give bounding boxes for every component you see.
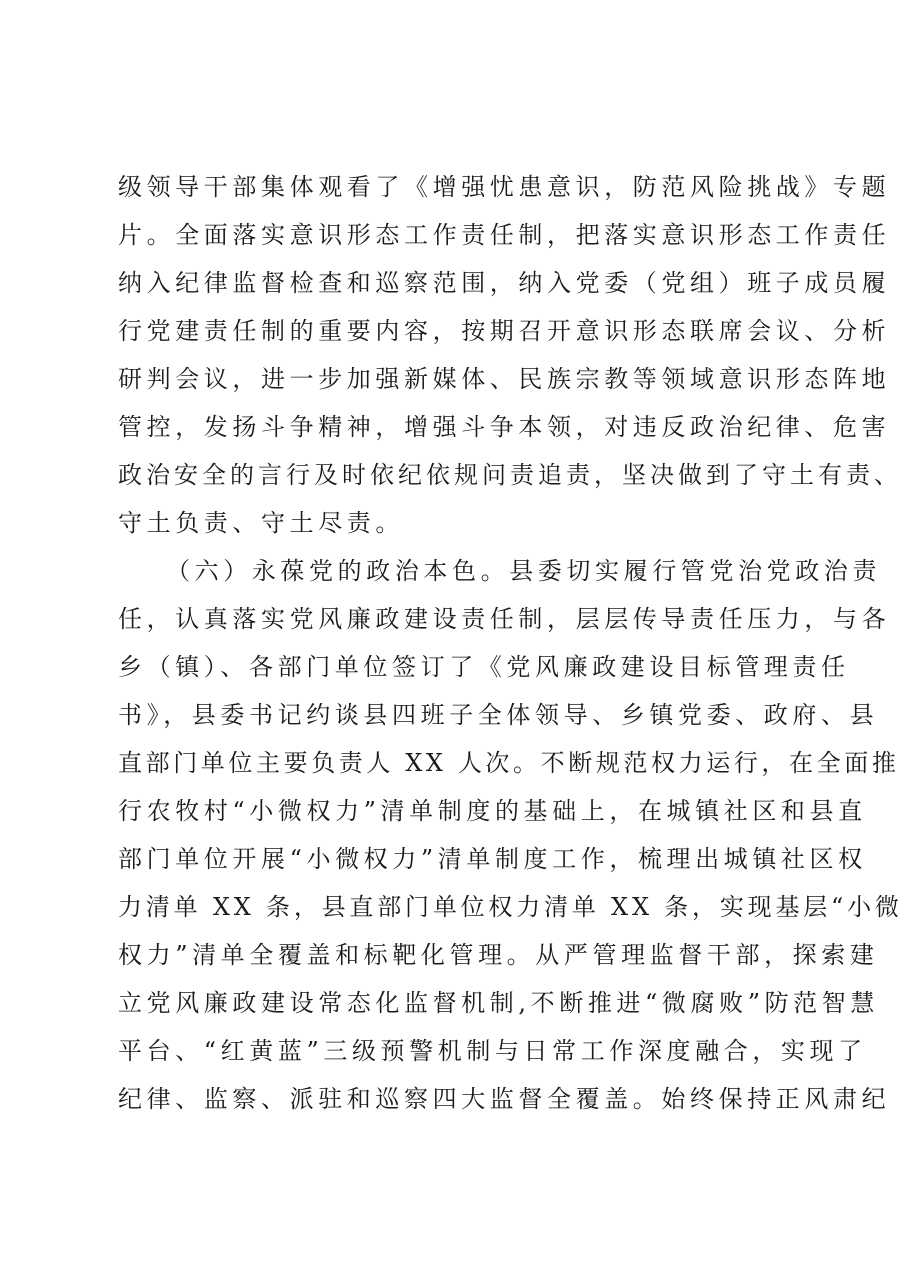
text-line: 政治安全的言行及时依纪依规问责追责，坚决做到了守土有责、: [118, 461, 902, 489]
text-line: 权力”清单全覆盖和标靶化管理。从严管理监督干部，探索建: [118, 941, 879, 969]
text-line: 纪律、监察、派驻和巡察四大监督全覆盖。始终保持正风肃纪: [118, 1085, 891, 1113]
text-line: 部门单位开展“小微权力”清单制度工作，梳理出城镇社区权: [118, 845, 867, 873]
text-line: 纳入纪律监督检查和巡察范围，纳入党委（党组）班子成员履: [118, 269, 891, 297]
paragraph-heading-line: （六）永葆党的政治本色。县委切实履行管党治党政治责: [166, 557, 881, 585]
text-line: 平台、“红黄蓝”三级预警机制与日常工作深度融合，实现了: [118, 1037, 867, 1065]
text-line: 乡（镇）、各部门单位签订了《党风廉政建设目标管理责任: [118, 653, 850, 681]
text-line: 力清单 XX 条，县直部门单位权力清单 XX 条，实现基层“小微: [118, 893, 903, 921]
text-line: 直部门单位主要负责人 XX 人次。不断规范权力运行，在全面推: [118, 749, 900, 777]
text-line: 级领导干部集体观看了《增强忧患意识，防范风险挑战》专题: [118, 173, 891, 201]
text-line: 行党建责任制的重要内容，按期召开意识形态联席会议、分析: [118, 317, 891, 345]
text-line: 行农牧村“小微权力”清单制度的基础上，在城镇社区和县直: [118, 797, 867, 825]
text-line: 管控，发扬斗争精神，增强斗争本领，对违反政治纪律、危害: [118, 413, 891, 441]
text-line: 书》，县委书记约谈县四班子全体领导、乡镇党委、政府、县: [118, 701, 879, 729]
text-line: 守土负责、守土尽责。: [118, 509, 404, 537]
text-line: 立党风廉政建设常态化监督机制,不断推进“微腐败”防范智慧: [118, 989, 879, 1017]
text-line: 研判会议，进一步加强新媒体、民族宗教等领域意识形态阵地: [118, 365, 891, 393]
text-line: 片。全面落实意识形态工作责任制，把落实意识形态工作责任: [118, 221, 891, 249]
text-line: 任，认真落实党风廉政建设责任制，层层传导责任压力，与各: [118, 605, 891, 633]
